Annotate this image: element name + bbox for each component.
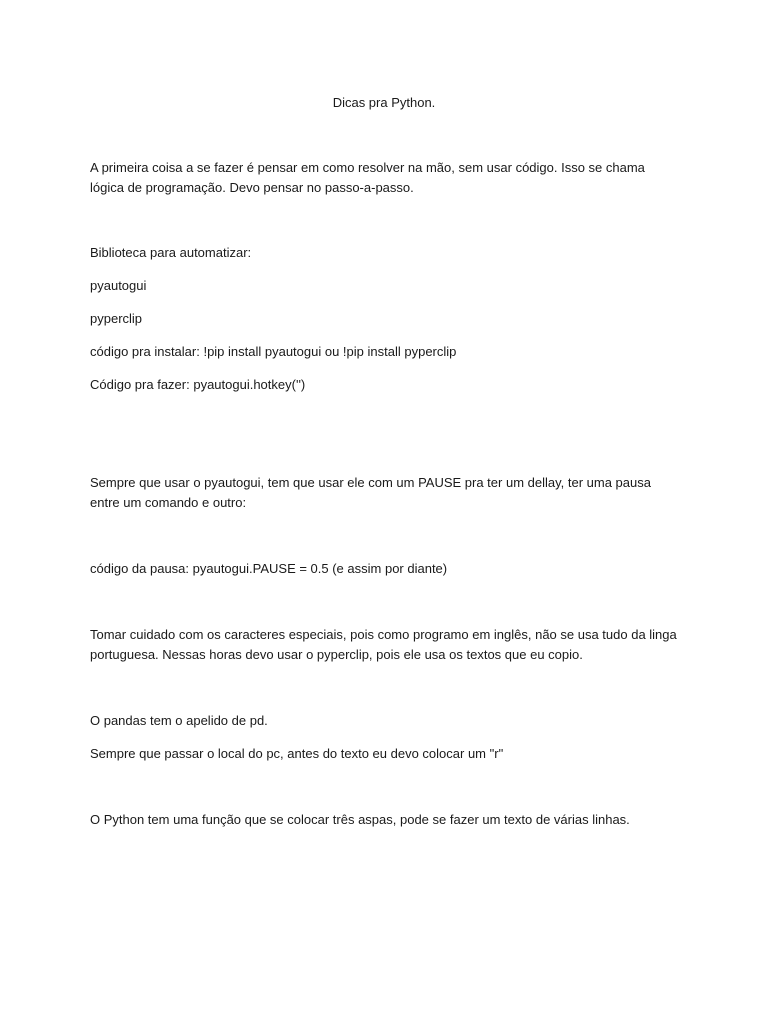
- page-title: Dicas pra Python.: [332, 95, 436, 110]
- paragraph-hotkey-code: Código pra fazer: pyautogui.hotkey(''): [90, 377, 306, 392]
- paragraph-library-heading: Biblioteca para automatizar:: [90, 245, 252, 260]
- paragraph-install-code: código pra instalar: !pip install pyautogui ou !pip install pyperclip: [90, 344, 457, 359]
- paragraph-special-characters: Tomar cuidado com os caracteres especiais, pois como programo em inglês, não se usa tudo da linga portuguesa. Nessas horas devo usar o pyperclip, pois ele usa os textos que eu copio.: [90, 627, 677, 662]
- paragraph-pause-explanation: Sempre que usar o pyautogui, tem que usar ele com um PAUSE pra ter um dellay, ter uma pausa entre um comando e outro:: [90, 475, 651, 510]
- paragraph-pyperclip: pyperclip: [90, 311, 143, 326]
- paragraph-pause-code: código da pausa: pyautogui.PAUSE = 0.5 (e assim por diante): [90, 561, 448, 576]
- paragraph-logic: A primeira coisa a se fazer é pensar em como resolver na mão, sem usar código. Isso se chama lógica de programação. Devo pensar no passo-a-passo.: [90, 160, 645, 195]
- paragraph-pandas-alias: O pandas tem o apelido de pd.: [90, 713, 268, 728]
- paragraph-triple-quotes: O Python tem uma função que se colocar três aspas, pode se fazer um texto de várias linhas.: [90, 812, 630, 827]
- paragraph-pyautogui: pyautogui: [90, 278, 147, 293]
- paragraph-raw-path: Sempre que passar o local do pc, antes do texto eu devo colocar um "r": [90, 746, 504, 761]
